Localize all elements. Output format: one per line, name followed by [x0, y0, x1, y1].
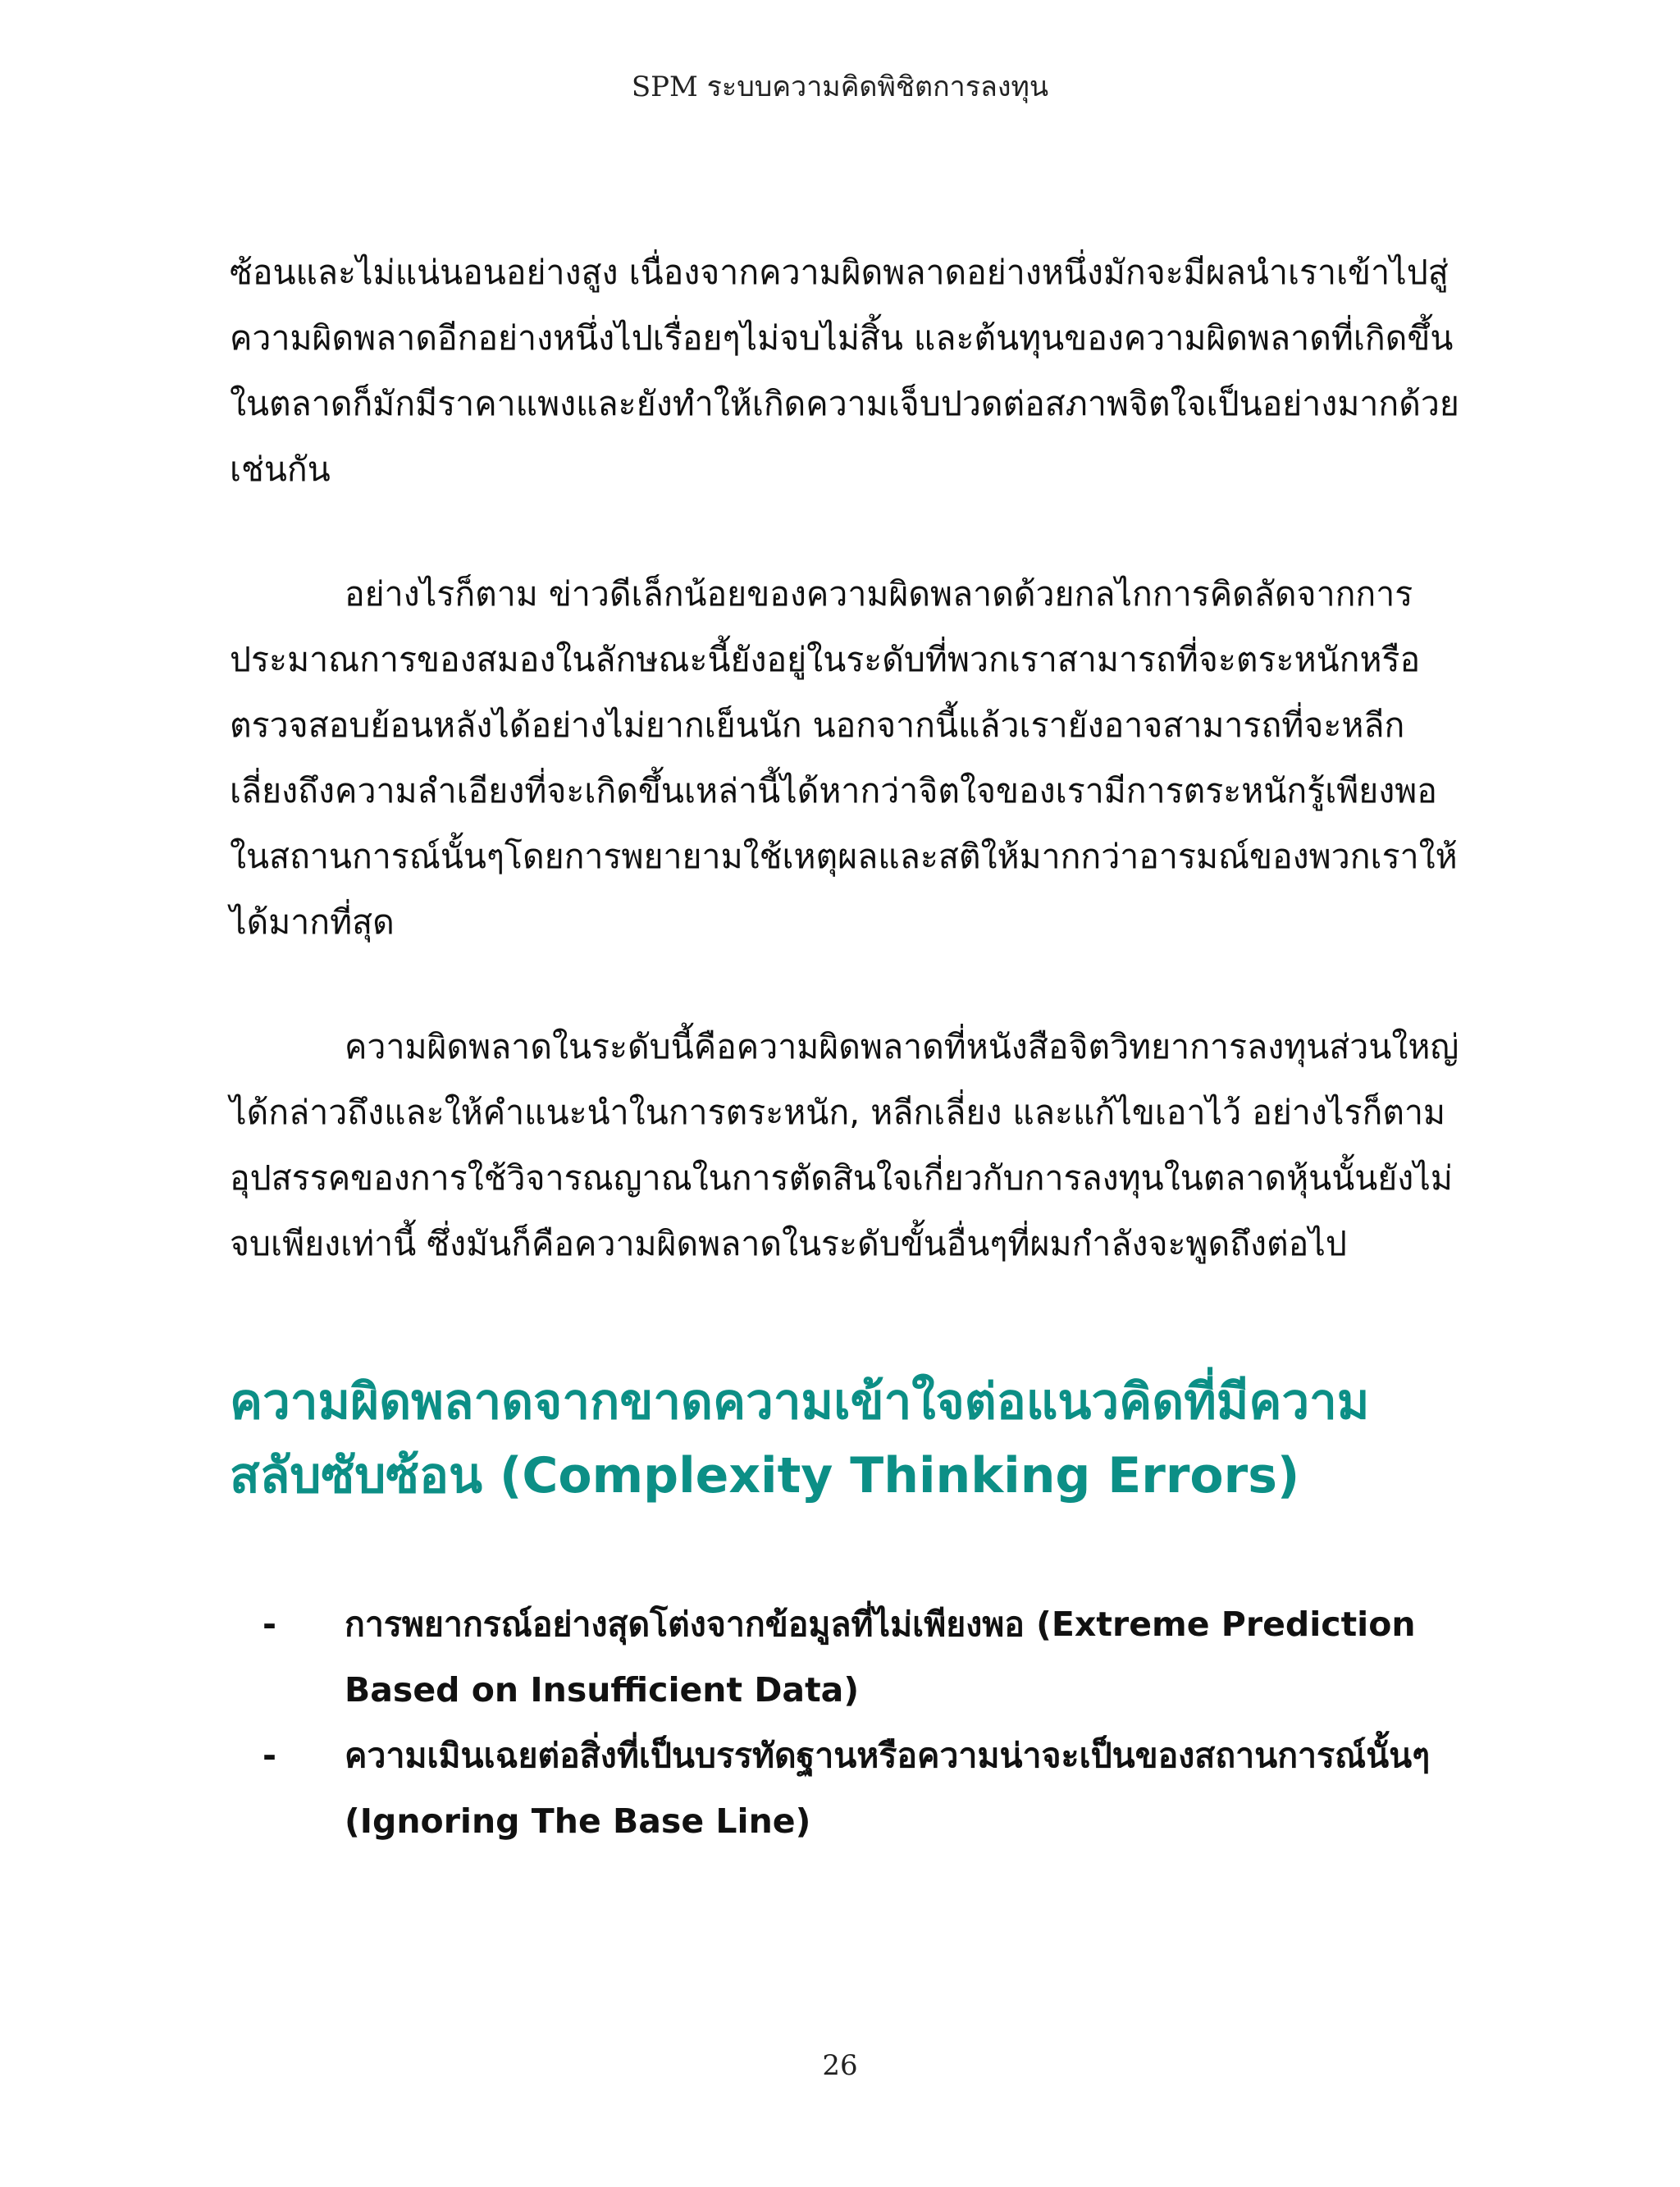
body-paragraph-continued: ซ้อนและไม่แน่นอนอย่างสูง เนื่องจากความผิดพลาดอย่างหนึ่งมักจะมีผลนำเราเข้าไปสู่ความผิดพลาดอีกอย่างหนึ่งไปเรื่อยๆไม่จบไม่สิ้น และต้นทุนของความผิดพลาดที่เกิดขึ้นในตลาดก็มักมีราคาแพงและยังทำให้เกิดความเจ็บปวดต่อสภาพจิตใจเป็นอย่างมากด้วยเช่นกัน: [230, 253, 1459, 489]
list-item: [230, 1591, 1460, 1723]
list-item-text: ความเมินเฉยต่อสิ่งที่เป็นบรรทัดฐานหรือความน่าจะเป็นของสถานการณ์นั้นๆ (Ignoring The Base Line): [345, 1736, 1431, 1841]
list-item: [230, 1723, 1460, 1854]
bullet-marker: -: [262, 1605, 277, 1644]
page-body: [230, 240, 1460, 1854]
section-heading: ความผิดพลาดจากขาดความเข้าใจต่อแนวคิดที่มีความสลับซับซ้อน (Complexity Thinking Errors): [230, 1373, 1370, 1504]
list-item-text: การพยากรณ์อย่างสุดโต่งจากข้อมูลที่ไม่เพียงพอ (Extreme Prediction Based on Insufficient Data): [345, 1605, 1416, 1710]
body-paragraph: ความผิดพลาดในระดับนี้คือความผิดพลาดที่หนังสือจิตวิทยาการลงทุนส่วนใหญ่ได้กล่าวถึงและให้คำแนะนำในการตระหนัก, หลีกเลี่ยง และแก้ไขเอาไว้ อย่างไรก็ตามอุปสรรคของการใช้วิจารณญาณในการตัดสินใจเกี่ยวกับการลงทุนในตลาดหุ้นนั้นยังไม่จบเพียงเท่านี้ ซึ่งมันก็คือความผิดพลาดในระดับขั้นอื่นๆที่ผมกำลังจะพูดถึงต่อไป: [230, 1027, 1459, 1263]
page-number: 26: [822, 2049, 858, 2082]
running-header: SPM ระบบความคิดพิชิตการลงทุน: [631, 71, 1049, 103]
bullet-marker: -: [262, 1736, 277, 1775]
body-paragraph: อย่างไรก็ตาม ข่าวดีเล็กน้อยของความผิดพลาดด้วยกลไกการคิดลัดจากการประมาณการของสมองในลักษณะนี้ยังอยู่ในระดับที่พวกเราสามารถที่จะตระหนักหรือตรวจสอบย้อนหลังได้อย่างไม่ยากเย็นนัก นอกจากนี้แล้วเรายังอาจสามารถที่จะหลีกเลี่ยงถึงความลำเอียงที่จะเกิดขึ้นเหล่านี้ได้หากว่าจิตใจของเรามีการตระหนักรู้เพียงพอในสถานการณ์นั้นๆโดยการพยายามใช้เหตุผลและสติให้มากกว่าอารมณ์ของพวกเราให้ได้มากที่สุด: [230, 574, 1458, 942]
bullet-list: [230, 1591, 1460, 1854]
